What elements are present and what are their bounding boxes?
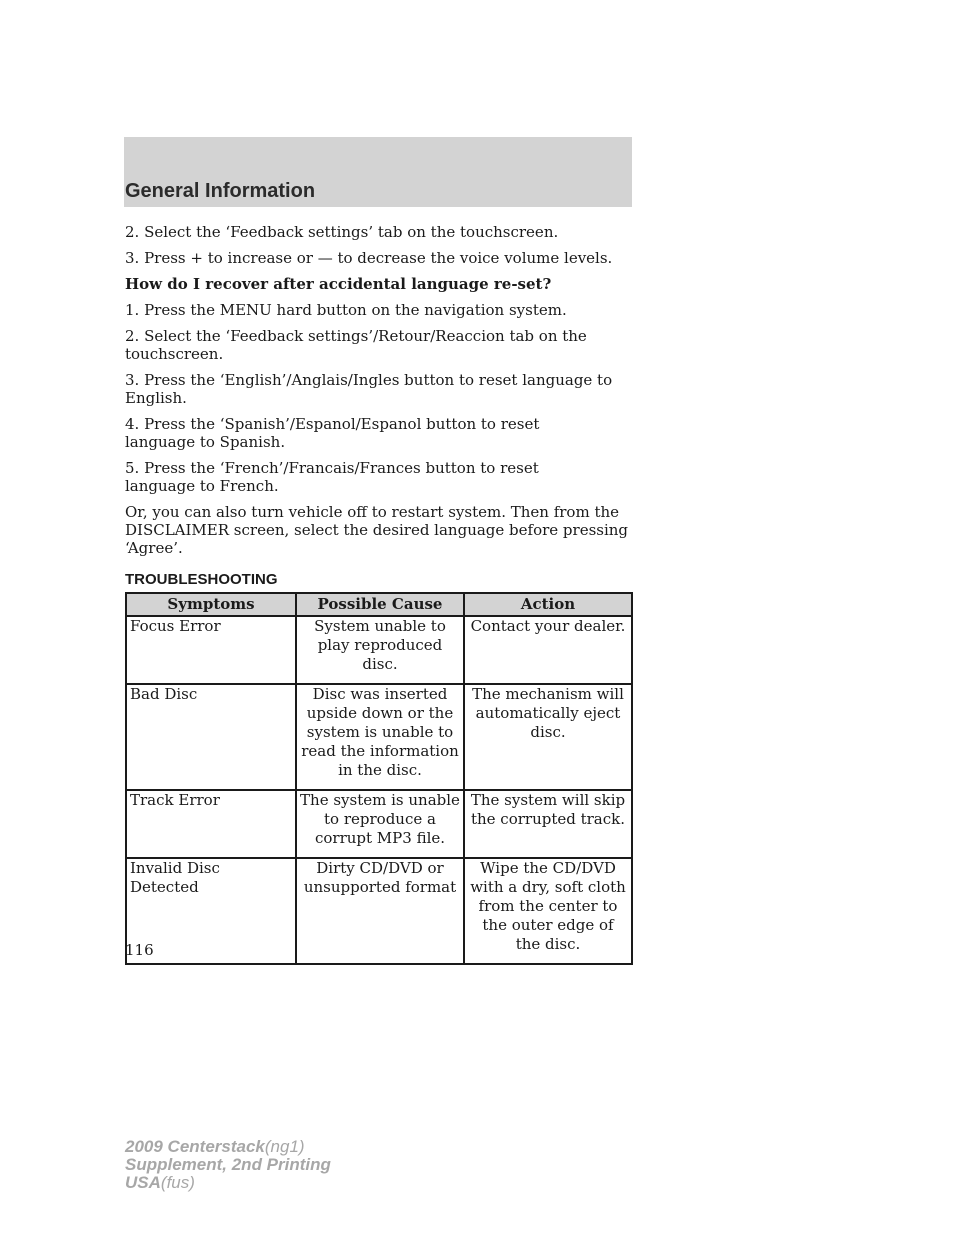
paragraph: 2. Select the ‘Feedback settings’/Retour/Reaccion tab on the touchscreen. — [125, 327, 587, 363]
table-cell: The system is unable to reproduce a corrupt MP3 file. — [296, 790, 464, 858]
column-header: Possible Cause — [296, 593, 464, 616]
footer-line-2: Supplement, 2nd Printing — [125, 1155, 331, 1174]
footer-code: (ng1) — [264, 1137, 305, 1156]
paragraph: 3. Press + to increase or — to decrease the voice volume levels. — [125, 249, 613, 267]
table-cell: Bad Disc — [126, 684, 296, 790]
paragraph: 5. Press the ‘French’/Francais/Frances button to reset language to French. — [125, 459, 539, 495]
table-cell: System unable to play reproduced disc. — [296, 616, 464, 684]
question-heading: How do I recover after accidental language re-set? — [125, 275, 552, 293]
paragraph: 3. Press the ‘English’/Anglais/Ingles button to reset language to English. — [125, 371, 613, 407]
table-cell: Track Error — [126, 790, 296, 858]
table-row — [126, 858, 632, 964]
page-title: General Information — [125, 180, 316, 202]
table-cell: Focus Error — [126, 616, 296, 684]
table-row — [126, 684, 632, 790]
table-header-row — [126, 593, 632, 616]
table-cell: Wipe the CD/DVD with a dry, soft cloth from the center to the outer edge of the disc. — [464, 858, 632, 964]
paragraph: 1. Press the MENU hard button on the navigation system. — [125, 301, 567, 319]
paragraph: Or, you can also turn vehicle off to restart system. Then from the DISCLAIMER screen, select the desired language before pressing ‘Agree’. — [125, 503, 629, 557]
section-title: TROUBLESHOOTING — [125, 571, 278, 588]
page-content — [125, 223, 645, 965]
table-row — [126, 790, 632, 858]
paragraph: 4. Press the ‘Spanish’/Espanol/Espanol button to reset language to Spanish. — [125, 415, 540, 451]
table-cell: Contact your dealer. — [464, 616, 632, 684]
footer-line-3 — [125, 1174, 331, 1192]
paragraph: 2. Select the ‘Feedback settings’ tab on the touchscreen. — [125, 223, 559, 241]
troubleshooting-table — [125, 592, 633, 965]
table-cell: Disc was inserted upside down or the system is unable to read the information in the disc. — [296, 684, 464, 790]
table-cell: The mechanism will automatically eject disc. — [464, 684, 632, 790]
footer-region-code: (fus) — [160, 1173, 195, 1192]
print-footer — [125, 1138, 331, 1192]
footer-line-1 — [125, 1138, 331, 1156]
table-cell: Dirty CD/DVD or unsupported format — [296, 858, 464, 964]
footer-title: 2009 Centerstack — [125, 1137, 265, 1156]
table-cell: Invalid Disc Detected — [126, 858, 296, 964]
column-header: Symptoms — [126, 593, 296, 616]
page-number: 116 — [125, 941, 154, 959]
footer-region: USA — [125, 1173, 161, 1192]
table-row — [126, 616, 632, 684]
column-header: Action — [464, 593, 632, 616]
table-cell: The system will skip the corrupted track. — [464, 790, 632, 858]
